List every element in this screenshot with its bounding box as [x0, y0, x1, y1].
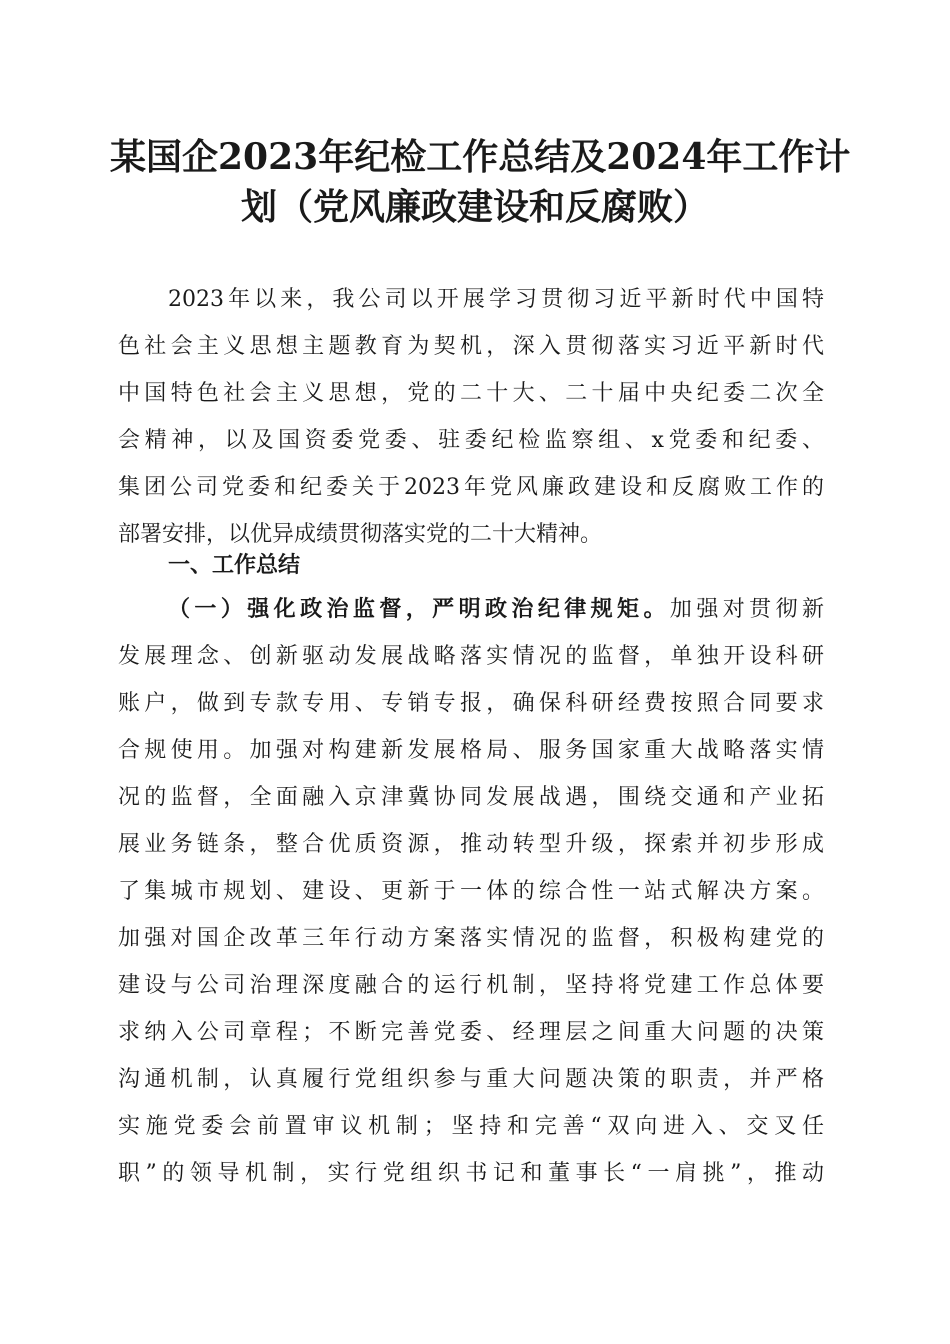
document-title: [110, 132, 851, 232]
subsection-line: 加强对国企改革三年行动方案落实情况的监督，积极构建党的: [118, 926, 824, 951]
subsection-line: 况的监督，全面融入京津冀协同发展战遇，围绕交通和产业拓: [118, 785, 824, 810]
subsection-paragraph: [118, 586, 824, 1197]
subsection-line: 实施党委会前置审议机制；坚持和完善“双向进入、交叉任: [118, 1114, 824, 1139]
intro-paragraph: [118, 276, 824, 558]
subsection-line: 沟通机制，认真履行党组织参与重大问题决策的职责，并严格: [118, 1067, 824, 1092]
intro-line: 色社会主义思想主题教育为契机，深入贯彻落实习近平新时代: [118, 334, 824, 359]
section-heading: 一、工作总结: [168, 553, 301, 578]
subsection-line: 求纳入公司章程；不断完善党委、经理层之间重大问题的决策: [118, 1020, 824, 1045]
subsection-line: 了集城市规划、建设、更新于一体的综合性一站式解决方案。: [118, 879, 824, 904]
intro-line: 2023年以来，我公司以开展学习贯彻习近平新时代中国特: [168, 287, 824, 312]
subsection-first-line: [118, 586, 824, 633]
subsection-line: 账户，做到专款专用、专销专报，确保科研经费按照合同要求: [118, 691, 824, 716]
intro-line: 集团公司党委和纪委关于2023年党风廉政建设和反腐败工作的: [118, 475, 824, 500]
subsection-line: 展业务链条，整合优质资源，推动转型升级，探索并初步形成: [118, 832, 824, 857]
subsection-line: 职”的领导机制，实行党组织书记和董事长“一肩挑”，推动: [118, 1161, 824, 1186]
intro-line: 部署安排，以优异成绩贯彻落实党的二十大精神。: [118, 522, 603, 547]
title-line-1: 某国企2023年纪检工作总结及2024年工作计: [110, 136, 851, 178]
subsection-heading: （一）强化政治监督，严明政治纪律规矩。: [168, 596, 670, 622]
subsection-first-line-rest: 加强对贯彻新: [669, 597, 824, 622]
subsection-line: 合规使用。加强对构建新发展格局、服务国家重大战略落实情: [118, 738, 824, 763]
subsection-line: 发展理念、创新驱动发展战略落实情况的监督，单独开设科研: [118, 644, 824, 669]
intro-line: 会精神，以及国资委党委、驻委纪检监察组、x党委和纪委、: [118, 428, 824, 453]
intro-line: 中国特色社会主义思想，党的二十大、二十届中央纪委二次全: [118, 381, 824, 406]
subsection-line: 建设与公司治理深度融合的运行机制，坚持将党建工作总体要: [118, 973, 824, 998]
title-line-2: 划（党风廉政建设和反腐败）: [240, 186, 709, 228]
